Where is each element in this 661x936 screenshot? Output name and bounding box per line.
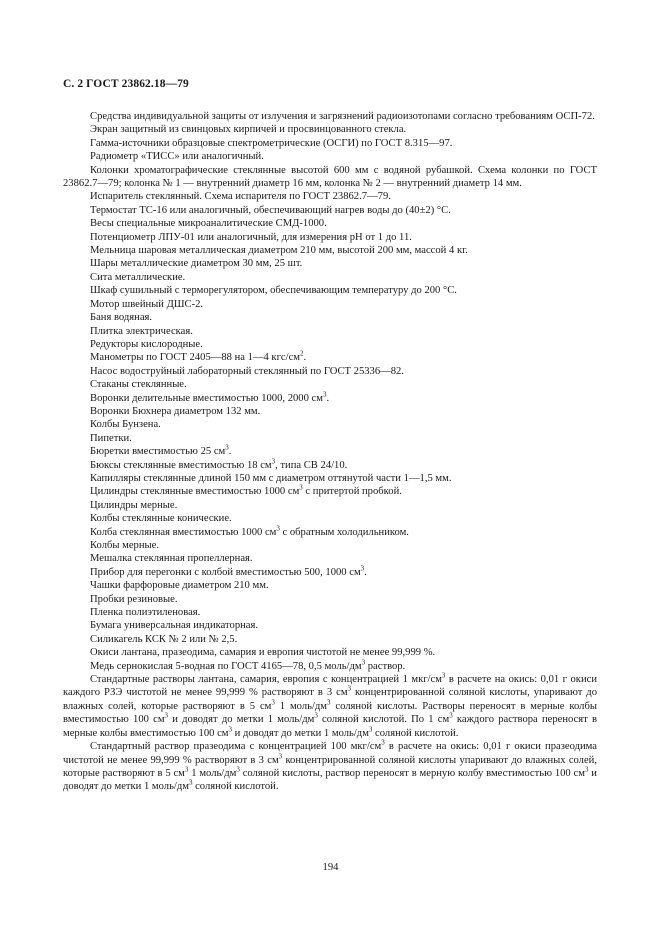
superscript: 3 xyxy=(276,524,280,533)
paragraph: Плитка электрическая. xyxy=(90,325,193,337)
superscript: 3 xyxy=(188,778,193,787)
paragraph: Пленка полиэтиленовая. xyxy=(90,607,201,619)
page-number: 194 xyxy=(322,862,339,873)
paragraph: Радиометр «ТИСС» или аналогичный. xyxy=(90,151,264,163)
paragraph: Весы специальные микроаналитические СМД-1000. xyxy=(90,218,327,230)
paragraph: Насос водоструйный лабораторный стеклянный по ГОСТ 25336—82. xyxy=(90,365,404,377)
paragraph: Стандартный раствор празеодима с концентрацией 100 мкг/$см^3$ в расчете на окись: 0,01 г окиси празеодима чистотой не менее 99,999 % растворяют в 3 $см^3$ концентрированной соляной кислоты упаривают до влажных солей, которые растворяют в 5 $см^3$ 1 моль/$дм^3$ соляной кислоты, раствор переносят в мерную колбу вместимостью 100 $см^3$ и доводят до метки 1 моль/$дм^3$ соляной кислотой. xyxy=(63,738,597,793)
paragraph: Бумага универсальная индикаторная. xyxy=(90,620,259,632)
paragraph: Редукторы кислородные. xyxy=(90,338,203,350)
paragraph: Окиси лантана, празеодима, самария и европия чистотой не менее 99,999 %. xyxy=(90,647,436,659)
paragraph: Манометры по ГОСТ 2405—88 на 1—4 кгс/$см^2$. xyxy=(90,349,307,364)
paragraph: Воронки делительные вместимостью 1000, 2000 $см^3$. xyxy=(90,390,330,404)
paragraph: Потенциометр ЛПУ-01 или аналогичный, для измерения pH от 1 до 11. xyxy=(90,231,412,243)
superscript: 3 xyxy=(271,457,276,466)
superscript: 3 xyxy=(361,658,366,667)
paragraph: Колонки хроматографические стеклянные высотой 600 мм с водяной рубашкой. Схема колонки по ГОСТ 23862.7—79; колонка № 1 — внутренний диаметр 16 мм, колонка № 2 — внутренний диаметр 14 мм. xyxy=(63,164,597,190)
superscript: 3 xyxy=(449,711,453,720)
superscript: 3 xyxy=(360,564,365,573)
paragraph: Стандартные растворы лантана, самария, европия с концентрацией 1 мкг/$см^3$ в расчете на окись: 0,01 г окиси каждого РЗЭ чистотой не менее 99,999 % растворяют в 3 $см^3$ концентрированной соляной кислоты, упаривают до влажных солей, которые растворяют в 5 $см^3$ 1 моль/$дм^3$ соляной кислоты. Растворы переносят в мерные колбы вместимостью 100 $см^3$ и доводят до метки 1 моль/$дм^3$ соляной кислотой. По 1 $см^3$ каждого раствора переносят в мерные колбы вместимостью 100 $см^3$ и доводят до метки 1 моль/$дм^3$ соляной кислотой. xyxy=(63,671,597,739)
paragraph: Шкаф сушильный с терморегулятором, обеспечивающим температуру до 200 °С. xyxy=(90,285,457,297)
paragraph: Средства индивидуальной защиты от излучения и загрязнений радиоизотопами согласно требованиям ОСП-72. xyxy=(90,111,595,122)
paragraph: Цилиндры мерные. xyxy=(90,499,178,511)
superscript: 3 xyxy=(441,671,446,680)
paragraph: Капилляры стеклянные длиной 150 мм с диаметром оттянутой части 1—1,5 мм. xyxy=(90,472,452,484)
superscript: 3 xyxy=(347,684,352,693)
superscript: 3 xyxy=(368,725,373,734)
superscript: 3 xyxy=(299,483,303,492)
superscript: 3 xyxy=(322,390,327,398)
superscript: 3 xyxy=(225,443,229,452)
superscript: 3 xyxy=(184,765,189,774)
superscript: 3 xyxy=(164,711,169,720)
superscript: 3 xyxy=(228,725,232,734)
paragraph: Мешалка стеклянная пропеллерная. xyxy=(90,553,253,565)
paragraph: Воронки Бюхнера диаметром 132 мм. xyxy=(90,405,261,417)
paragraph: Пробки резиновые. xyxy=(90,593,178,605)
paragraph: Пипетки. xyxy=(90,432,132,444)
paragraph: Колба стеклянная вместимостью 1000 $см^3$ с обратным холодильником. xyxy=(90,524,409,538)
paragraph: Сита металлические. xyxy=(90,271,186,283)
paragraph: Шары металлические диаметром 30 мм, 25 шт. xyxy=(90,258,303,270)
superscript: 3 xyxy=(584,765,589,774)
superscript: 3 xyxy=(314,711,318,720)
paragraph: Медь сернокислая 5-водная по ГОСТ 4165—78, 0,5 моль/$дм^3$ раствор. xyxy=(90,658,406,672)
paragraph: Испаритель стеклянный. Схема испарителя по ГОСТ 23862.7—79. xyxy=(90,191,391,203)
paragraph: Колбы Бунзена. xyxy=(90,419,161,431)
paragraph: Цилиндры стеклянные вместимостью 1000 $см^3$ с притертой пробкой. xyxy=(90,483,402,498)
paragraph: Мотор швейный ДШС-2. xyxy=(90,298,204,310)
superscript: 3 xyxy=(236,765,240,774)
paragraph: Гамма-источники образцовые спектрометрические (ОСГИ) по ГОСТ 8.315—97. xyxy=(90,137,453,149)
paragraph: Силикагель КСК № 2 или № 2,5. xyxy=(90,633,238,645)
paragraph: Бюретки вместимостью 25 $см^3$. xyxy=(90,443,232,458)
paragraph: Колбы мерные. xyxy=(90,540,159,551)
superscript: 3 xyxy=(381,738,385,747)
superscript: 3 xyxy=(278,751,283,760)
superscript: 3 xyxy=(271,698,275,707)
paragraph: Экран защитный из свинцовых кирпичей и просвинцованного стекла. xyxy=(90,124,407,136)
paragraph: Колбы стеклянные конические. xyxy=(90,513,232,525)
paragraph: Баня водяная. xyxy=(90,312,153,324)
paragraph: Мельница шаровая металлическая диаметром 210 мм, высотой 200 мм, массой 4 кг. xyxy=(90,245,468,257)
paragraph: Термостат ТС-16 или аналогичный, обеспечивающий нагрев воды до (40±2) °С. xyxy=(90,204,451,216)
paragraph: Прибор для перегонки с колбой вместимостью 500, 1000 $см^3$. xyxy=(90,564,367,578)
paragraph: Стаканы стеклянные. xyxy=(90,379,187,391)
document-body xyxy=(63,110,597,794)
paragraph: Чашки фарфоровые диаметром 210 мм. xyxy=(90,580,269,592)
superscript: 3 xyxy=(326,698,331,707)
page-header: С. 2 ГОСТ 23862.18—79 xyxy=(63,78,189,90)
paragraph: Бюксы стеклянные вместимостью 18 $см^3$, типа СВ 24/10. xyxy=(90,457,348,471)
superscript: 2 xyxy=(299,349,304,358)
